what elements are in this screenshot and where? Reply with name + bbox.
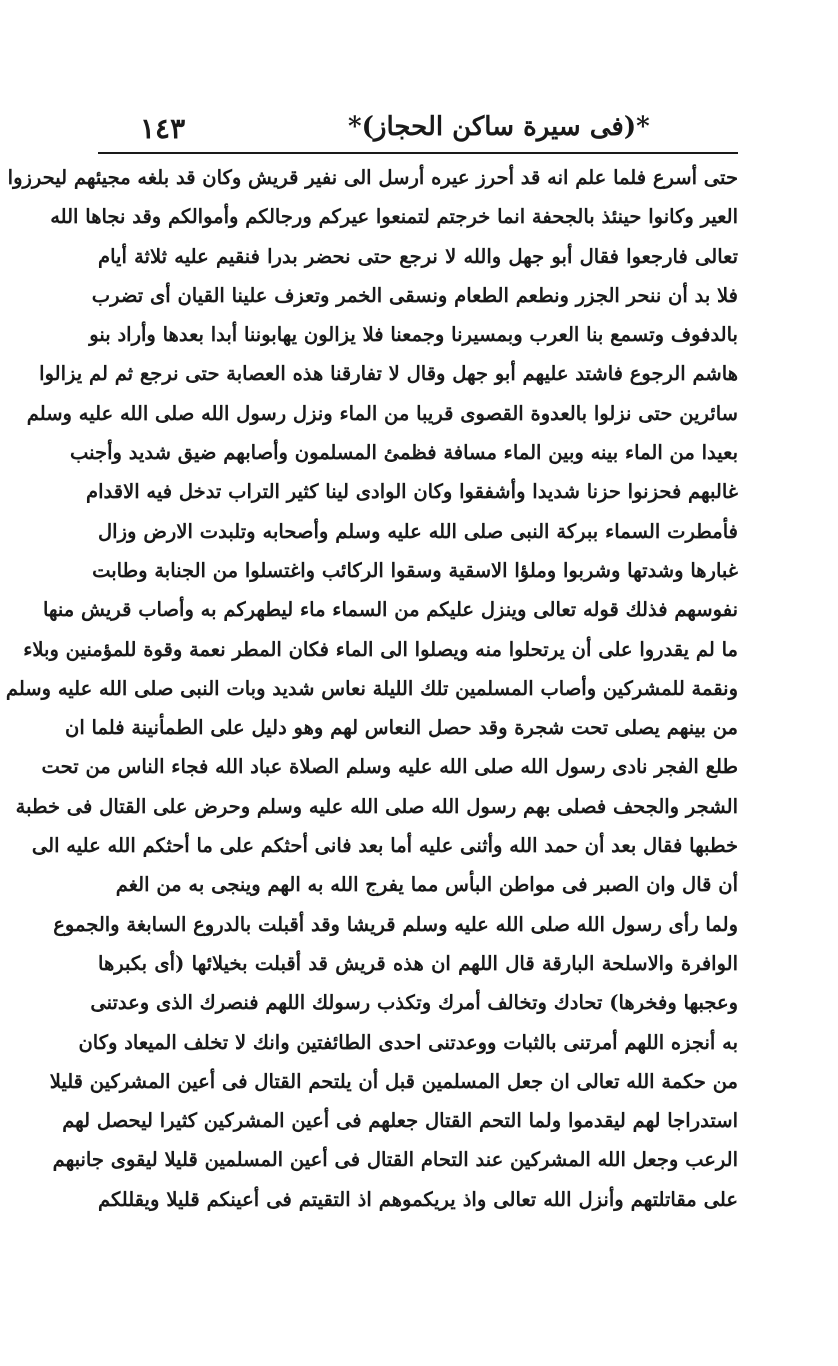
text-line: ولما رأى رسول الله صلى الله عليه وسلم قريشا وقد أقبلت بالدروع السابغة والجموع — [53, 912, 738, 936]
main-text — [5, 158, 738, 1219]
text-line: ونقمة للمشركين وأصاب المسلمين تلك الليلة نعاس شديد وبات النبى صلى الله عليه وسلم — [5, 676, 738, 700]
text-line: الوافرة والاسلحة البارقة قال اللهم ان هذه قريش قد أقبلت بخيلائها (أى بكبرها — [98, 951, 738, 975]
text-line: غبارها وشدتها وشربوا وملؤا الاسقية وسقوا الركائب واغتسلوا من الجنابة وطابت — [92, 558, 738, 582]
running-title: *(فى سيرة ساكن الحجاز)* — [348, 112, 650, 142]
text-line: على مقاتلتهم وأنزل الله تعالى واذ يريكموهم اذ التقيتم فى أعينكم قليلا ويقللكم — [98, 1187, 738, 1211]
text-line: بالدفوف وتسمع بنا العرب وبمسيرنا وجمعنا فلا يزالون يهابوننا أبدا بعدها وأراد بنو — [89, 323, 738, 347]
text-line: أن قال وان الصبر فى مواطن البأس مما يفرج الله به الهم وينجى به من الغم — [115, 873, 738, 897]
page-number: ١٤٣ — [140, 112, 186, 145]
text-line: فلا بد أن ننحر الجزر ونطعم الطعام ونسقى الخمر وتعزف علينا القيان أى تضرب — [91, 283, 738, 307]
text-line: تعالى فارجعوا فقال أبو جهل والله لا نرجع حتى نحضر بدرا فنقيم عليه ثلاثة أيام — [98, 244, 738, 268]
text-line: حتى أسرع فلما علم انه قد أحرز عيره أرسل الى نفير قريش وكان قد بلغه مجيئهم ليحرزوا — [7, 166, 738, 189]
text-line: خطبها فقال بعد أن حمد الله وأثنى عليه أما بعد فانى أحثكم على ما أحثكم الله عليه الى — [31, 834, 738, 858]
text-line: العير وكانوا حينئذ بالجحفة انما خرجتم لتمنعوا عيركم ورجالكم وأموالكم وقد نجاها الله — [50, 205, 738, 229]
text-line: نفوسهم فذلك قوله تعالى وينزل عليكم من السماء ماء ليطهركم به وأصاب قريش منها — [42, 598, 738, 622]
text-line: من بينهم يصلى تحت شجرة وقد حصل النعاس لهم وهو دليل على الطمأنينة فلما ان — [65, 716, 738, 740]
text-line: هاشم الرجوع فاشتد عليهم أبو جهل وقال لا تفارقنا هذه العصابة حتى نرجع ثم لم يزالوا — [39, 362, 738, 386]
text-line: غالبهم فحزنوا حزنا شديدا وأشفقوا وكان الوادى لينا كثير التراب تدخل فيه الاقدام — [86, 480, 738, 504]
text-line: فأمطرت السماء ببركة النبى صلى الله عليه وسلم وأصحابه وتلبدت الارض وزال — [98, 519, 738, 543]
text-line: وعجبها وفخرها) تحادك وتخالف أمرك وتكذب رسولك اللهم فنصرك الذى وعدتنى — [90, 991, 738, 1015]
text-line: طلع الفجر نادى رسول الله صلى الله عليه وسلم الصلاة عباد الله فجاء الناس من تحت — [41, 755, 738, 779]
text-line: من حكمة الله تعالى ان جعل المسلمين قبل أن يلتحم القتال فى أعين المشركين قليلا — [49, 1069, 738, 1093]
text-line: استدراجا لهم ليقدموا ولما التحم القتال جعلهم فى أعين المشركين كثيرا ليحصل لهم — [62, 1109, 738, 1133]
text-line: بعيدا من الماء بينه وبين الماء مسافة فظمئ المسلمون وأصابهم ضيق شديد وأجنب — [70, 441, 738, 465]
text-line: الشجر والجحف فصلى بهم رسول الله صلى الله عليه وسلم وحرض على القتال فى خطبة — [15, 794, 738, 818]
text-line: ما لم يقدروا على أن يرتحلوا منه ويصلوا الى الماء فكان المطر نعمة وقوة للمؤمنين وبلاء — [23, 637, 738, 661]
page-header — [98, 112, 738, 154]
text-line: سائرين حتى نزلوا بالعدوة القصوى قريبا من الماء ونزل رسول الله صلى الله عليه وسلم — [26, 401, 738, 425]
header-rule — [98, 152, 738, 154]
text-line: به أنجزه اللهم أمرتنى بالثبات ووعدتنى احدى الطائفتين وانك لا تخلف الميعاد وكان — [78, 1030, 738, 1054]
text-line: الرعب وجعل الله المشركين عند التحام القتال فى أعين المسلمين قليلا ليقوى جانبهم — [52, 1148, 738, 1172]
